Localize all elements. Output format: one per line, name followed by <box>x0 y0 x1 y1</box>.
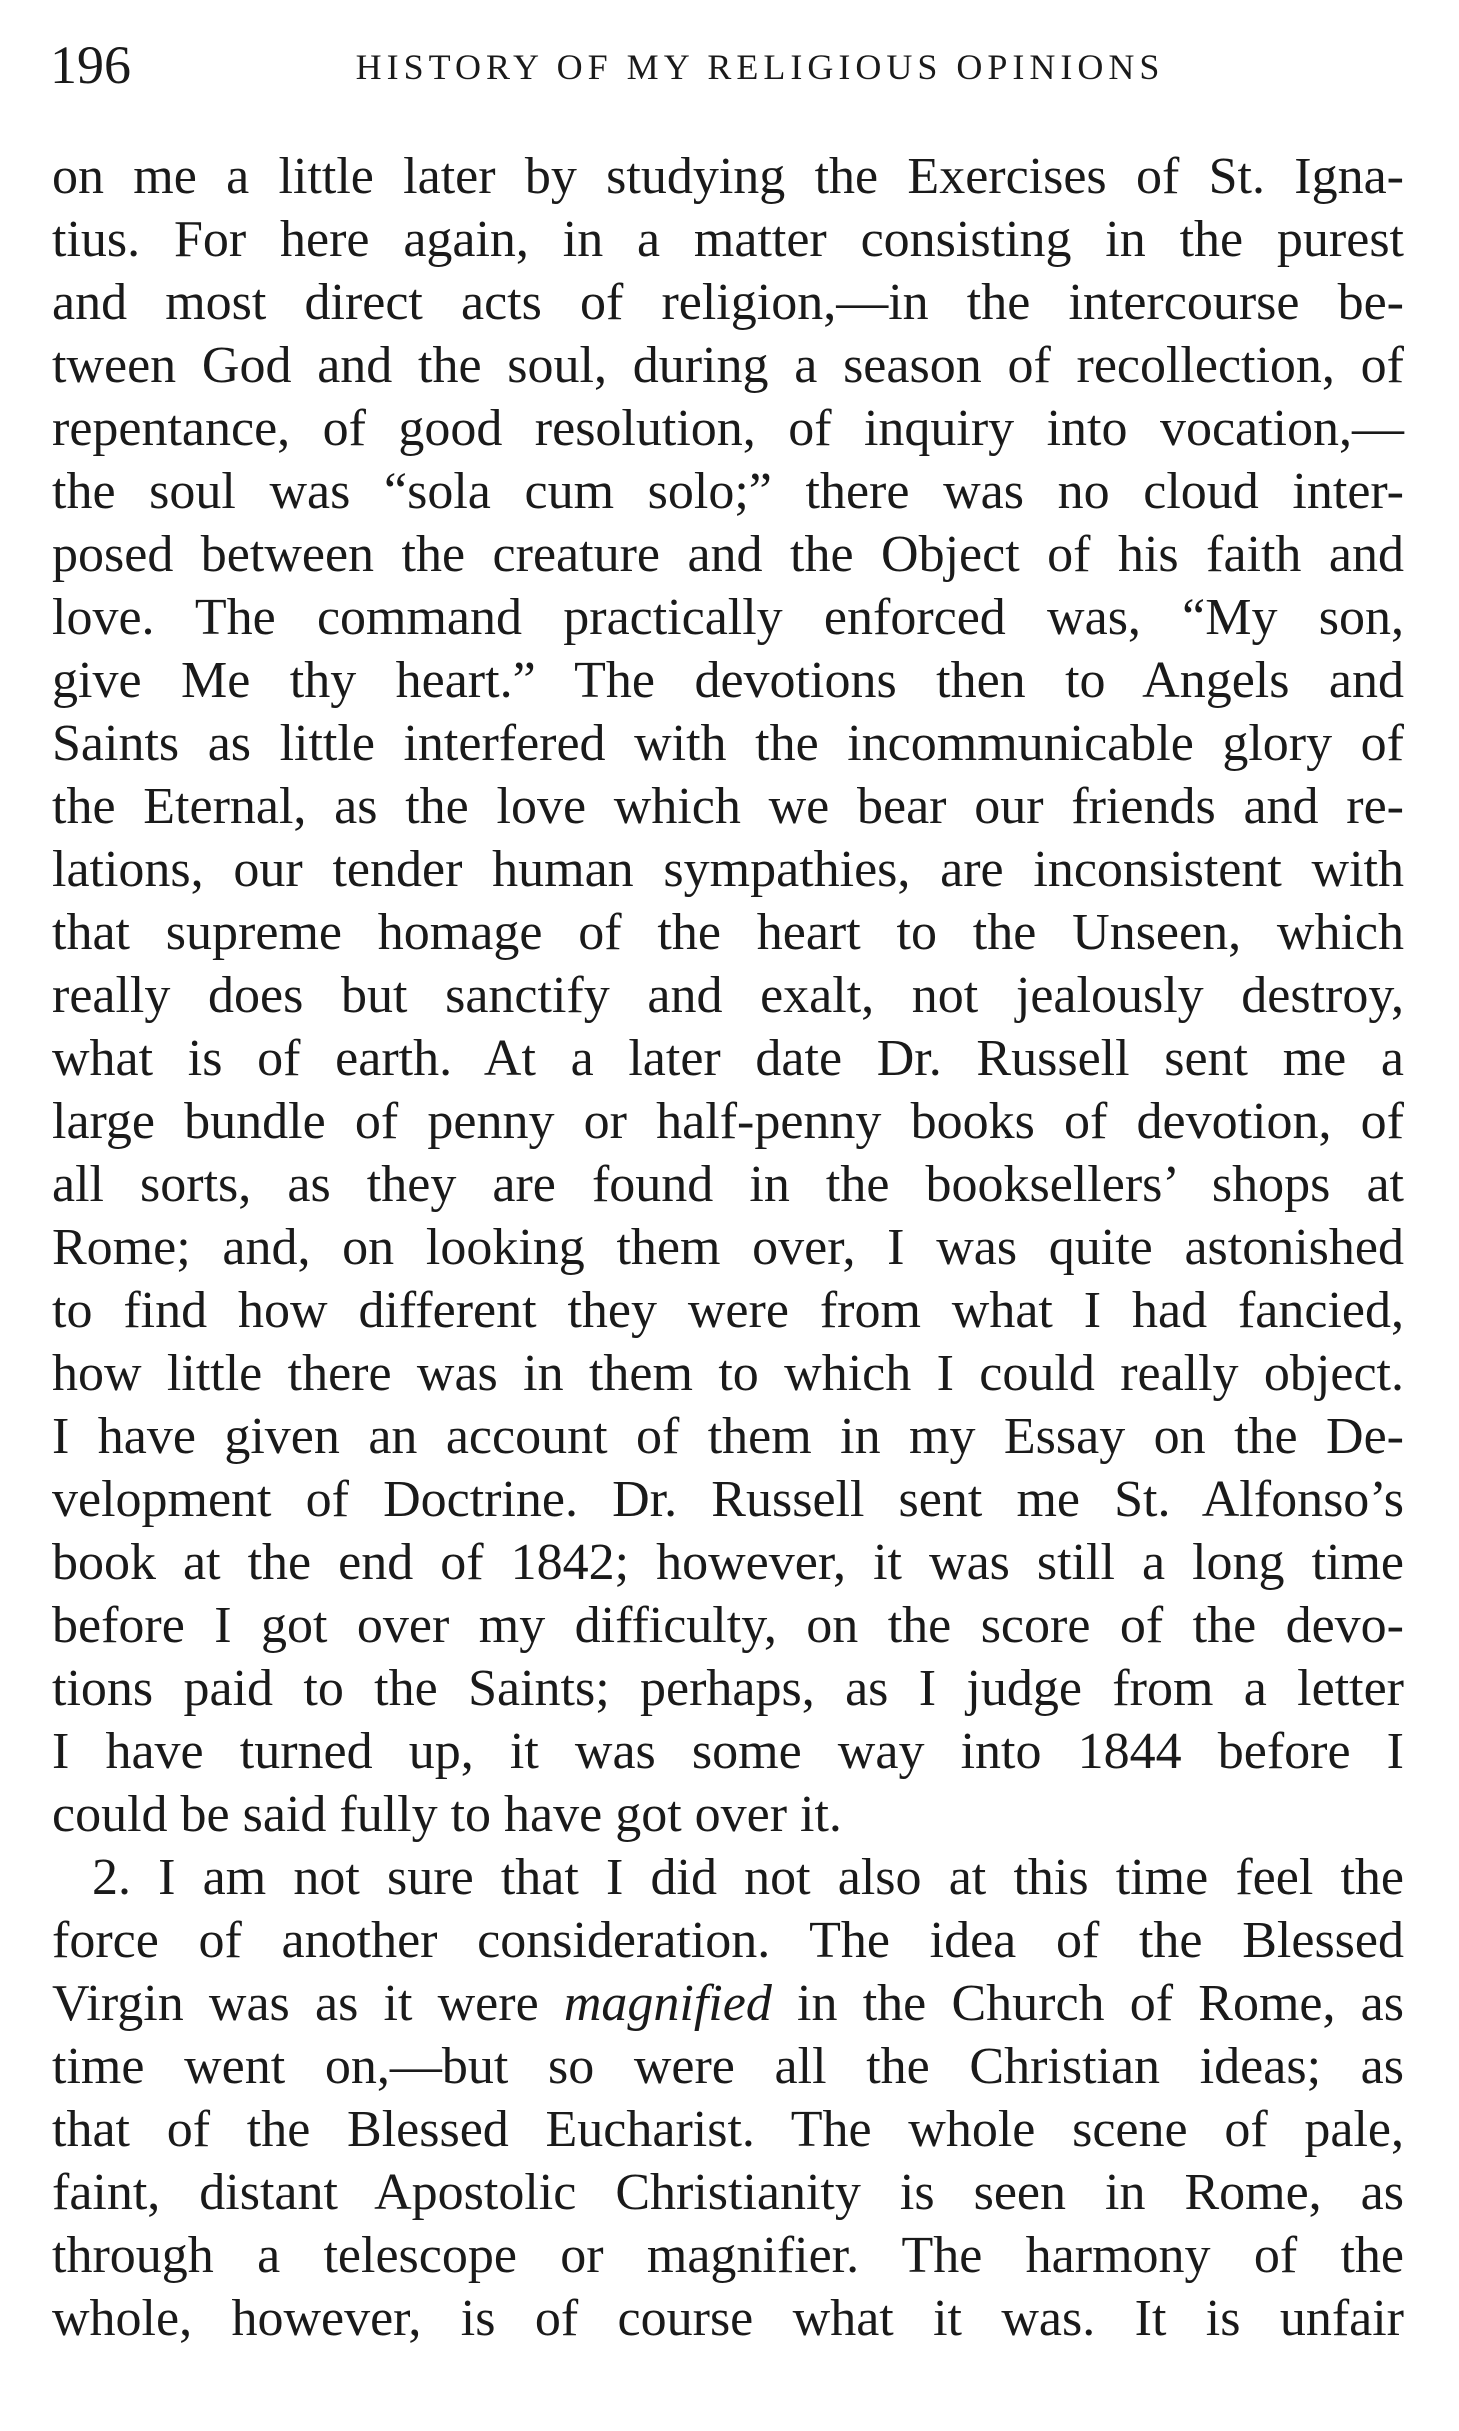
text-line: on me a little later by studying the Exercises of St. Igna- <box>52 148 1404 205</box>
text-line: before I got over my difficulty, on the score of the devo- <box>52 1597 1404 1654</box>
text-line: give Me thy heart.” The devotions then to Angels and <box>52 652 1404 709</box>
text-line: that supreme homage of the heart to the Unseen, which <box>52 904 1404 961</box>
text-line: the Eternal, as the love which we bear our friends and re- <box>52 778 1404 835</box>
paragraph-start-line: 2. I am not sure that I did not also at this time feel the <box>92 1849 1404 1906</box>
text-line: and most direct acts of religion,—in the intercourse be- <box>52 274 1404 331</box>
text-line: could be said fully to have got over it. <box>52 1786 842 1843</box>
text-line: that of the Blessed Eucharist. The whole scene of pale, <box>52 2101 1404 2158</box>
text-line: to find how different they were from what I had fancied, <box>52 1282 1404 1339</box>
text-line: faint, distant Apostolic Christianity is seen in Rome, as <box>52 2164 1404 2221</box>
italic-word: magnified <box>563 1975 772 2032</box>
text-line: lations, our tender human sympathies, are inconsistent with <box>52 841 1404 898</box>
text-segment: in the Church of Rome, as <box>771 1975 1404 2032</box>
text-line: I have given an account of them in my Essay on the De- <box>52 1408 1404 1465</box>
text-line: large bundle of penny or half-penny books of devotion, of <box>52 1093 1404 1150</box>
text-line-with-italic <box>52 1972 1404 2035</box>
text-line: force of another consideration. The idea of the Blessed <box>52 1912 1404 1969</box>
text-line: how little there was in them to which I could really object. <box>52 1345 1404 1402</box>
text-line: what is of earth. At a later date Dr. Russell sent me a <box>52 1030 1404 1087</box>
text-segment: Virgin was as it were <box>52 1975 564 2032</box>
text-line: really does but sanctify and exalt, not jealously destroy, <box>52 967 1404 1024</box>
text-line: Saints as little interfered with the incommunicable glory of <box>52 715 1404 772</box>
text-line: tius. For here again, in a matter consisting in the purest <box>52 211 1404 268</box>
page-header <box>50 30 1410 100</box>
text-line: the soul was “sola cum solo;” there was no cloud inter- <box>52 463 1404 520</box>
text-line: velopment of Doctrine. Dr. Russell sent me St. Alfonso’s <box>52 1471 1404 1528</box>
text-line: Rome; and, on looking them over, I was quite astonished <box>52 1219 1404 1276</box>
text-line: tions paid to the Saints; perhaps, as I judge from a letter <box>52 1660 1404 1717</box>
text-line: book at the end of 1842; however, it was still a long time <box>52 1534 1404 1591</box>
running-head: HISTORY OF MY RELIGIOUS OPINIONS <box>355 47 1165 87</box>
text-line: I have turned up, it was some way into 1844 before I <box>52 1723 1404 1780</box>
text-line: through a telescope or magnifier. The harmony of the <box>52 2227 1404 2284</box>
text-line: posed between the creature and the Object of his faith and <box>52 526 1404 583</box>
text-line: all sorts, as they are found in the booksellers’ shops at <box>52 1156 1404 1213</box>
text-line: time went on,—but so were all the Christian ideas; as <box>52 2038 1404 2095</box>
text-line: tween God and the soul, during a season of recollection, of <box>52 337 1404 394</box>
text-line: repentance, of good resolution, of inquiry into vocation,— <box>52 400 1404 457</box>
text-line: whole, however, is of course what it was. It is unfair <box>52 2290 1404 2347</box>
page-number: 196 <box>50 35 131 95</box>
body-text <box>52 145 1404 2350</box>
text-line: love. The command practically enforced was, “My son, <box>52 589 1404 646</box>
